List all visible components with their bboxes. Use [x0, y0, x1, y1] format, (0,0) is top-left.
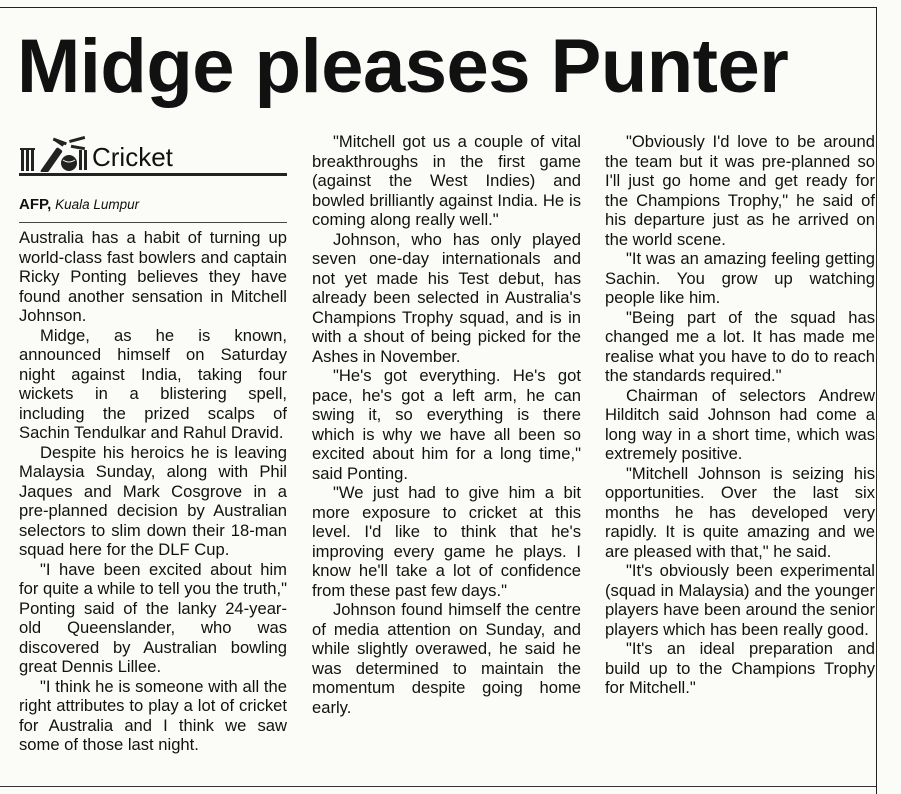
section-label: [19, 134, 287, 174]
paragraph: Johnson, who has only played seven one-day internationals and not yet made his Test debut, has already been selected in Australia's Champions Trophy squad, and is in with a shout of being picked for the Ashes in November.: [312, 229, 581, 366]
section-rule: [19, 173, 287, 176]
paragraph: Midge, as he is known, announced himself on Saturday night against India, taking four wickets in a blistering spell, including the prized scalps of Sachin Tendulkar and Rahul Dravid.: [19, 325, 287, 442]
column-2: [312, 132, 581, 717]
paragraph: "We just had to give him a bit more exposure to cricket at this level. I'd like to think that he's improving every game he plays. I know he'll take a lot of confidence from these past few days.": [312, 483, 581, 600]
section-name: Cricket: [92, 142, 173, 172]
byline-location: Kuala Lumpur: [55, 197, 140, 212]
paragraph: "It was an amazing feeling getting Sachin. You grow up watching people like him.: [605, 249, 875, 307]
paragraph: "Mitchell Johnson is seizing his opportunities. Over the last six months he has developed very rapidly. It is quite amazing and we are pleased with that," he said.: [605, 463, 875, 561]
bottom-rule: [0, 786, 876, 787]
paragraph: "I think he is someone with all the right attributes to play a lot of cricket for Australia and I think we saw some of those last night.: [19, 676, 287, 754]
paragraph: "He's got everything. He's got pace, he's got a left arm, he can swing it, so everything is there which is why we have all been so excited about him for a long time," said Ponting.: [312, 366, 581, 483]
top-rule: [0, 7, 876, 8]
paragraph: Chairman of selectors Andrew Hilditch said Johnson had come a long way in a short time, which was extremely positive.: [605, 385, 875, 463]
right-rule: [876, 7, 877, 794]
paragraph: Johnson found himself the centre of media attention on Sunday, and while slightly overawed, he said he was determined to maintain the momentum despite going home early.: [312, 600, 581, 717]
paragraph: "It's an ideal preparation and build up to the Champions Trophy for Mitchell.": [605, 639, 875, 697]
byline-agency: AFP,: [19, 196, 52, 213]
paragraph: "I have been excited about him for quite a while to tell you the truth," Ponting said of the lanky 24-year-old Queenslander, who was discovered by Australian bowling great Dennis Lillee.: [19, 559, 287, 676]
cricket-bat-ball-stumps-icon: [19, 136, 89, 172]
column-1: [19, 132, 287, 755]
column-3: [605, 132, 875, 698]
paragraph: "Being part of the squad has changed me a lot. It has made me realise what you have to do to reach the standards required.": [605, 307, 875, 385]
byline-rule: [19, 222, 287, 223]
byline: [19, 194, 287, 216]
paragraph: "Obviously I'd love to be around the team but it was pre-planned so I'll just go home and get ready for the Champions Trophy," he said of his departure just as he arrived on the world scene.: [605, 132, 875, 249]
paragraph: "Mitchell got us a couple of vital breakthroughs in the first game (against the West Indies) and bowled brilliantly against India. He is coming along really well.": [312, 132, 581, 229]
paragraph: "It's obviously been experimental (squad in Malaysia) and the younger players have been around the senior players which has been really good.: [605, 561, 875, 639]
paragraph: Australia has a habit of turning up world-class fast bowlers and captain Ricky Ponting believes they have found another sensation in Mitchell Johnson.: [19, 228, 287, 325]
headline: Midge pleases Punter: [17, 24, 789, 109]
paragraph: Despite his heroics he is leaving Malaysia Sunday, along with Phil Jaques and Mark Cosgrove in a pre-planned decision by Australian selectors to slim down their 18-man squad here for the DLF Cup.: [19, 442, 287, 559]
